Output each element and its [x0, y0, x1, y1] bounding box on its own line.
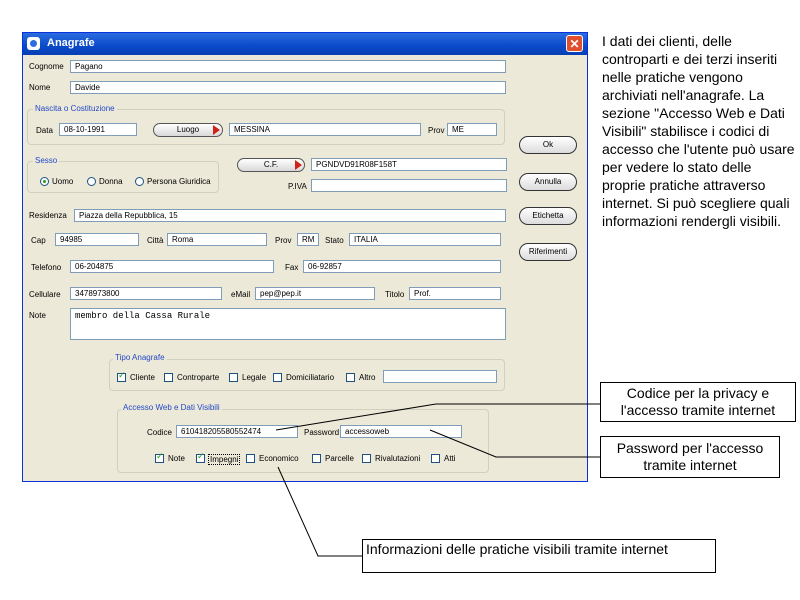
cellulare-field[interactable]: 3478973800	[70, 287, 222, 300]
residenza-label: Residenza	[29, 211, 67, 220]
cap-label: Cap	[31, 236, 46, 245]
sesso-group-title: Sesso	[35, 156, 58, 165]
fax-field[interactable]: 06-92857	[303, 260, 501, 273]
callout-password: Password per l'accesso tramite internet	[600, 436, 780, 478]
residenza-field[interactable]: Piazza della Repubblica, 15	[74, 209, 506, 222]
radio-donna-label: Donna	[99, 177, 123, 186]
callout-privacy: Codice per la privacy e l'accesso tramite internet	[600, 382, 796, 422]
fax-label: Fax	[285, 263, 299, 272]
checkbox-altro-label: Altro	[359, 373, 376, 382]
cognome-field[interactable]: Pagano	[70, 60, 506, 73]
checkbox-cliente-label: Cliente	[130, 373, 155, 382]
cf-field[interactable]: PGNDVD91R08F158T	[311, 158, 507, 171]
email-field[interactable]: pep@pep.it	[255, 287, 375, 300]
tipo-anagrafe-title: Tipo Anagrafe	[115, 353, 165, 362]
data-nascita-field[interactable]: 08-10-1991	[59, 123, 137, 136]
checkbox-parcelle-label: Parcelle	[325, 454, 354, 463]
prov-label: Prov	[275, 236, 292, 245]
nome-field[interactable]: Davide	[70, 81, 506, 94]
stato-label: Stato	[325, 236, 344, 245]
codice-label: Codice	[147, 428, 172, 437]
cf-button-label: C.F.	[263, 160, 279, 169]
checkbox-note-label: Note	[168, 454, 185, 463]
close-icon: ✕	[569, 37, 580, 51]
note-label: Note	[29, 311, 46, 320]
window-title: Anagrafe	[47, 37, 95, 49]
checkbox-legale-label: Legale	[242, 373, 267, 382]
email-label: eMail	[231, 290, 251, 299]
telefono-label: Telefono	[31, 263, 62, 272]
cellulare-label: Cellulare	[29, 290, 61, 299]
citta-field[interactable]: Roma	[167, 233, 267, 246]
cap-field[interactable]: 94985	[55, 233, 139, 246]
description-text: I dati dei clienti, delle controparti e dei terzi inseriti nelle pratiche vengono archiviati nell'anagrafe. La sezione "Accesso Web e Dati Visibili" stabilisce i codici di accesso che l'utente può usare per vedere lo stato delle proprie pratiche attraverso internet. Si può scegliere quali informazioni rendergli visibili.	[602, 33, 795, 229]
checkbox-rivalutazioni-label: Rivalutazioni	[375, 454, 421, 463]
note-textarea[interactable]: membro della Cassa Rurale	[70, 308, 506, 340]
nascita-group-title: Nascita o Costituzione	[35, 104, 115, 113]
luogo-button-label: Luogo	[176, 125, 200, 134]
checkbox-controparte-label: Controparte	[177, 373, 220, 382]
password-label: Password	[304, 428, 340, 437]
piva-label: P.IVA	[288, 182, 307, 191]
data-label: Data	[36, 126, 53, 135]
checkbox-domiciliatario-label: Domiciliatario	[286, 373, 335, 382]
radio-persona-giuridica-label: Persona Giuridica	[147, 177, 211, 186]
annulla-button[interactable]: Annulla	[519, 173, 577, 191]
telefono-field[interactable]: 06-204875	[70, 260, 274, 273]
informazioni-callout-line	[278, 467, 362, 556]
cognome-label: Cognome	[29, 62, 64, 71]
nascita-prov-field[interactable]: ME	[447, 123, 497, 136]
citta-label: Città	[147, 236, 164, 245]
accesso-web-title: Accesso Web e Dati Visibili	[123, 403, 220, 412]
ok-button[interactable]: Ok	[519, 136, 577, 154]
titolo-field[interactable]: Prof.	[409, 287, 501, 300]
radio-uomo-label: Uomo	[52, 177, 74, 186]
checkbox-economico-label: Economico	[259, 454, 299, 463]
callout-informazioni: Informazioni delle pratiche visibili tramite internet	[362, 539, 716, 573]
riferimenti-button[interactable]: Riferimenti	[519, 243, 577, 261]
codice-field[interactable]: 610418205580552474	[176, 425, 298, 438]
password-callout-line	[430, 430, 600, 457]
nascita-prov-label: Prov	[428, 126, 445, 135]
prov-field[interactable]: RM	[297, 233, 319, 246]
checkbox-atti-label: Atti	[444, 454, 456, 463]
etichetta-button[interactable]: Etichetta	[519, 207, 577, 225]
nome-label: Nome	[29, 83, 51, 92]
privacy-callout-line	[276, 404, 600, 430]
stato-field[interactable]: ITALIA	[349, 233, 501, 246]
titolo-label: Titolo	[385, 290, 405, 299]
checkbox-impegni-label: Impegni	[210, 455, 239, 464]
password-field[interactable]: accessoweb	[340, 425, 462, 438]
luogo-field[interactable]: MESSINA	[229, 123, 421, 136]
